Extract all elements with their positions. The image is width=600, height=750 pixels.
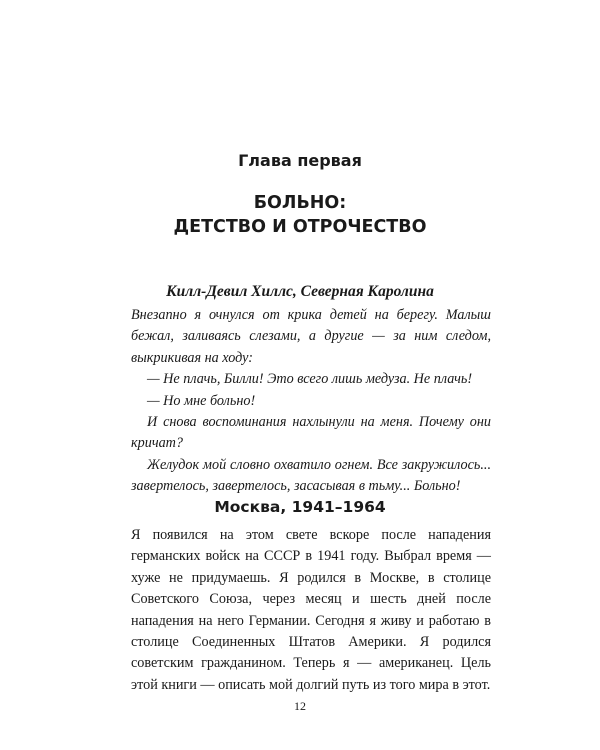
paragraph: Внезапно я очнулся от крика детей на берегу. Малыш бежал, заливаясь слезами, а другие — за ним следом, выкрикивая на ходу: bbox=[131, 307, 491, 366]
paragraph: Я появился на этом свете вскоре после нападения германских войск на СССР в 1941 году. Выбрал время — хуже не придумаешь. Я родился в Москве, в столице Советского Союза, через месяц и шесть дней после нападения на него Германии. Сегодня я живу и работаю в столице Соединенных Штатов Америки. Я родился советским гражданином. Теперь я — американец. Цель этой книги — описать мой долгий путь из того мира в этот. bbox=[131, 527, 491, 693]
paragraph: Желудок мой словно охватило огнем. Все закружилось... завертелось, завертелось, засасывая в тьму... Больно! bbox=[131, 456, 491, 495]
section-heading-moscow: Москва, 1941–1964 bbox=[214, 498, 386, 516]
dialogue-line: — Но мне больно! bbox=[147, 392, 256, 409]
paragraph: И снова воспоминания нахлынули на меня. Почему они кричат? bbox=[131, 414, 491, 452]
chapter-label: Глава первая bbox=[238, 151, 362, 170]
section-1-text bbox=[131, 305, 491, 498]
chapter-title-line-2: ДЕТСТВО И ОТРОЧЕСТВО bbox=[173, 217, 427, 237]
chapter-title bbox=[0, 191, 600, 239]
section-2-text bbox=[131, 525, 491, 696]
page-number: 12 bbox=[294, 699, 306, 713]
chapter-title-line-1: БОЛЬНО: bbox=[253, 193, 347, 213]
dialogue-line: — Не плачь, Билли! Это всего лишь медуза. Не плачь! bbox=[147, 371, 473, 388]
section-heading-kill-devil-hills: Килл-Девил Хиллс, Северная Каролина bbox=[166, 283, 434, 300]
